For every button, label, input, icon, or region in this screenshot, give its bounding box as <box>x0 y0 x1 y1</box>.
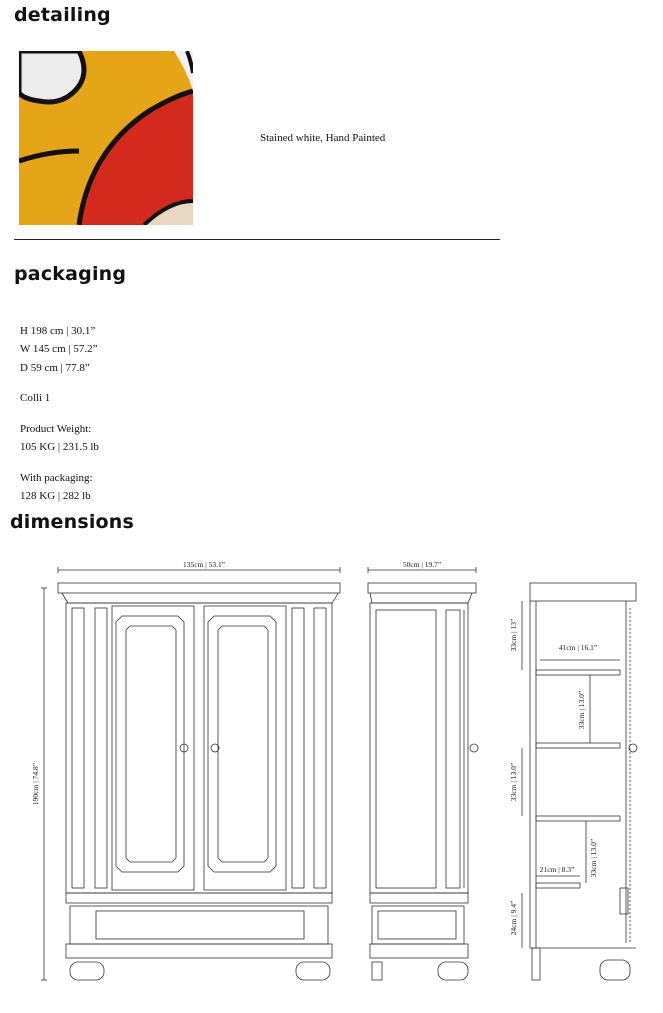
lower-gap-label: 33cm | 13.0” <box>589 838 598 878</box>
drawer-height-label: 24cm | 9.4” <box>509 900 518 936</box>
dimensions-heading: dimensions <box>10 511 135 533</box>
packaging-heading: packaging <box>14 263 127 285</box>
front-width-label: 135cm | 53.1” <box>182 560 226 569</box>
packaging-weight-label: With packaging: <box>20 472 93 484</box>
section-divider <box>14 239 500 240</box>
package-depth: D 59 cm | 77.8” <box>20 362 90 374</box>
detailing-heading: detailing <box>14 4 111 26</box>
shelf-depth-label: 41cm | 16.1” <box>558 643 598 652</box>
colli-count: Colli 1 <box>20 392 51 404</box>
packaging-weight-value: 128 KG | 282 lb <box>20 490 91 502</box>
height-label: 190cm | 74.8” <box>31 762 40 806</box>
shelf-gap-label: 33cm | 13.0” <box>577 690 586 730</box>
product-weight-value: 105 KG | 231.5 lb <box>20 441 99 453</box>
small-depth-label: 21cm | 8.3” <box>539 865 575 874</box>
finish-text: Stained white, Hand Painted <box>260 132 386 144</box>
front-view <box>41 567 340 980</box>
side-depth-label: 50cm | 19.7” <box>402 560 442 569</box>
mid-compartment-label: 33cm | 13.0” <box>509 762 518 802</box>
side-view <box>368 567 478 980</box>
package-width: W 145 cm | 57.2” <box>20 343 98 355</box>
package-height: H 198 cm | 30.1” <box>20 325 96 337</box>
top-compartment-label: 33cm | 13” <box>509 618 518 652</box>
product-weight-label: Product Weight: <box>20 423 92 435</box>
wardrobe-technical-drawing <box>0 548 663 988</box>
paint-detail-image <box>19 51 193 225</box>
